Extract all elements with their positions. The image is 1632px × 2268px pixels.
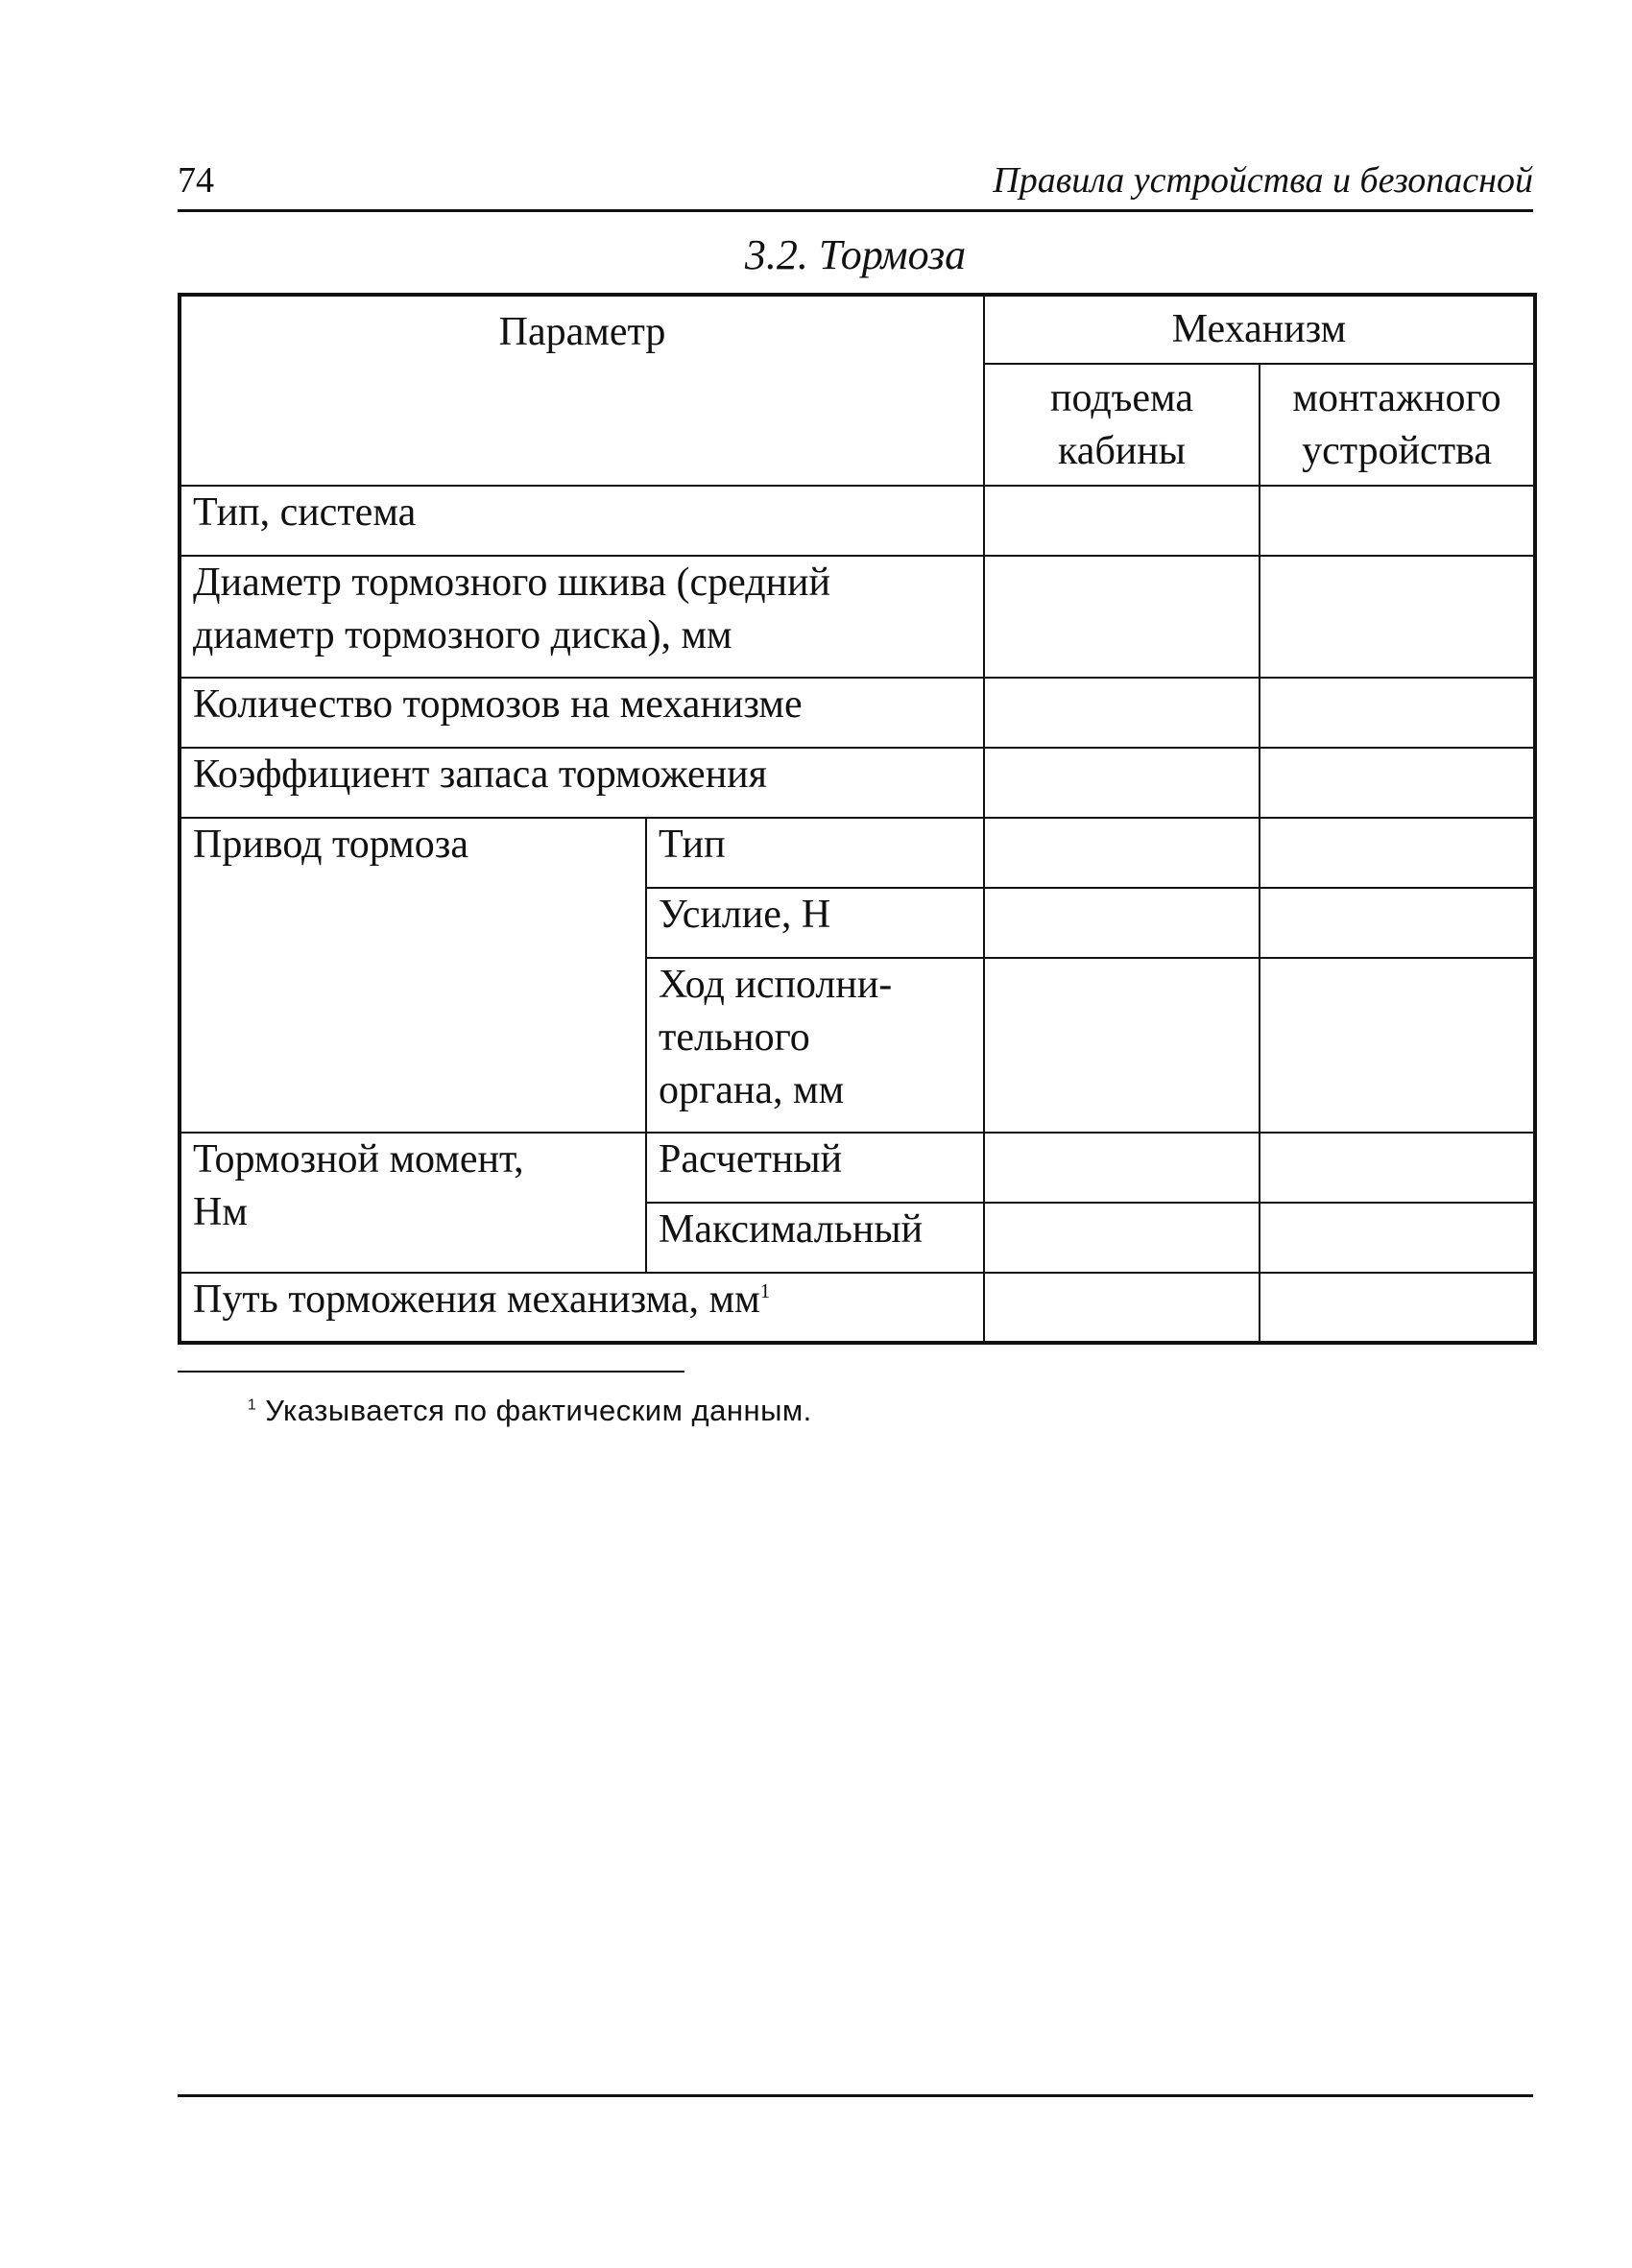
table-cell	[1260, 678, 1535, 748]
table-cell	[1260, 888, 1535, 958]
table-cell	[1260, 486, 1535, 556]
row-torque-calc: Расчетный	[646, 1133, 984, 1203]
row-count: Количество тормозов на механизме	[180, 678, 984, 748]
table-cell	[1260, 1133, 1535, 1203]
table-cell	[1260, 1273, 1535, 1343]
row-drive-force: Усилие, Н	[646, 888, 984, 958]
table-row	[180, 748, 1535, 818]
footnote-ref: 1	[759, 1279, 771, 1302]
footnote-divider	[178, 1371, 684, 1373]
table-cell	[1260, 818, 1535, 888]
table-row	[180, 1273, 1535, 1343]
brakes-table	[178, 293, 1537, 1345]
table-cell	[1260, 958, 1535, 1133]
row-torque: Тормозной момент, Нм	[180, 1133, 646, 1273]
table-row	[180, 818, 1535, 888]
row-drive-travel: Ход исполни- тельного органа, мм	[646, 958, 984, 1133]
table-row	[180, 1133, 1535, 1203]
row-coefficient: Коэффициент запаса торможения	[180, 748, 984, 818]
row-torque-max: Максимальный	[646, 1203, 984, 1273]
running-head	[178, 154, 1533, 212]
bottom-divider	[178, 2094, 1533, 2097]
row-braking-path: Путь торможения механизма, $мм^1$	[180, 1273, 984, 1343]
header-cabin-lift: подъема кабины	[984, 364, 1260, 486]
table-cell	[984, 748, 1260, 818]
table-cell	[984, 556, 1260, 678]
row-drive-type: Тип	[646, 818, 984, 888]
table-cell	[984, 818, 1260, 888]
table-cell	[984, 1273, 1260, 1343]
header-mounting-device: монтажного устройства	[1260, 364, 1535, 486]
running-head-title: Правила устройства и безопасной	[993, 160, 1533, 201]
table-cell	[984, 958, 1260, 1133]
table-cell	[1260, 748, 1535, 818]
header-mechanism: Механизм	[984, 295, 1535, 364]
table-header-row	[180, 295, 1535, 364]
table-row	[180, 678, 1535, 748]
page-number: 74	[178, 160, 214, 201]
table-row	[180, 556, 1535, 678]
row-type-system: Тип, система	[180, 486, 984, 556]
row-diameter: Диаметр тормозного шкива (средний диаметр тормозного диска), мм	[180, 556, 984, 678]
table-cell	[984, 678, 1260, 748]
footnote-text: Указывается по фактическим данным.	[265, 1394, 812, 1427]
table-cell	[984, 1203, 1260, 1273]
table-cell	[1260, 556, 1535, 678]
row-drive: Привод тормоза	[180, 818, 646, 1133]
table-row	[180, 486, 1535, 556]
header-parameter: Параметр	[180, 295, 984, 486]
footnote-marker: 1	[248, 1397, 257, 1414]
table-cell	[984, 888, 1260, 958]
table-title: 3.2. Тормоза	[744, 231, 967, 278]
table-cell	[984, 1133, 1260, 1203]
table-cell	[984, 486, 1260, 556]
table-cell	[1260, 1203, 1535, 1273]
footnote	[248, 1394, 812, 1428]
